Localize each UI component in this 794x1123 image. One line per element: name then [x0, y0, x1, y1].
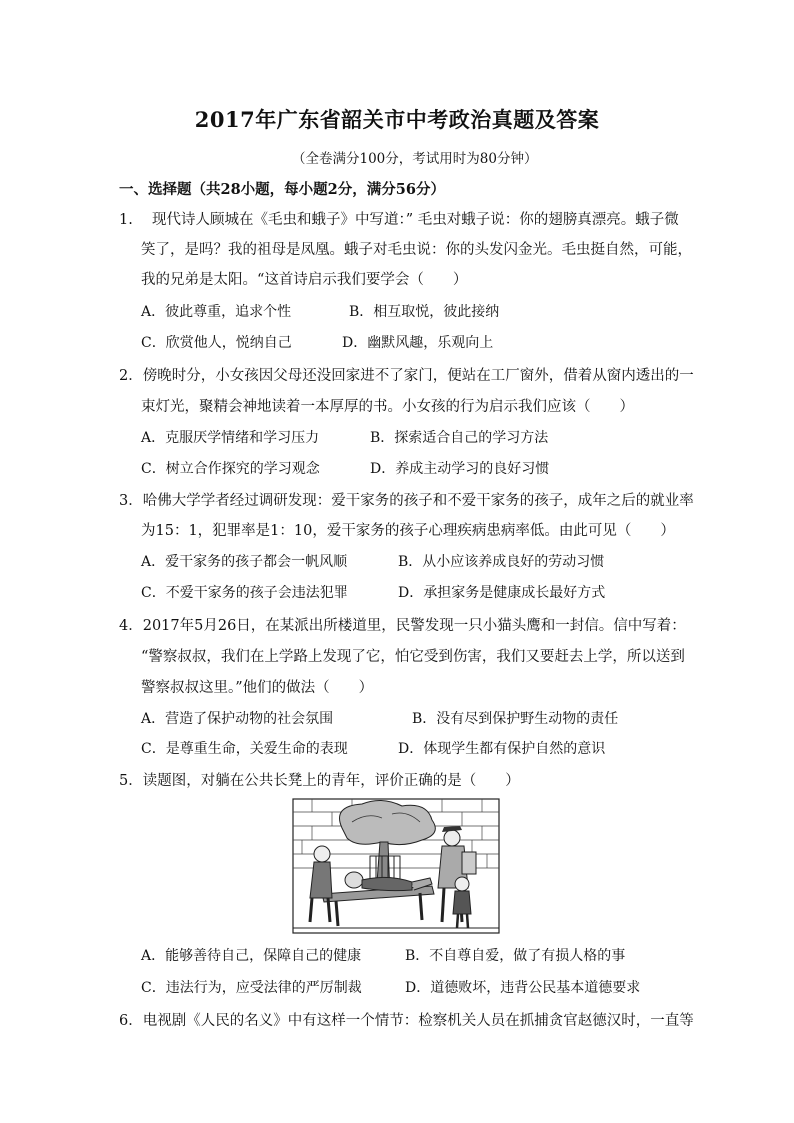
option-b: B．不自尊自爱，做了有损人格的事 [405, 948, 626, 964]
question-text-line: 2．傍晚时分，小女孩因父母还没回家进不了家门，便站在工厂窗外，借着从窗内透出的一 [119, 368, 694, 384]
option-a: A．能够善待自己，保障自己的健康 [141, 948, 362, 964]
question-text-line: 我的兄弟是太阳。“这首诗启示我们要学会（ ） [141, 272, 468, 288]
option-b: B．相互取悦，彼此接纳 [349, 304, 500, 320]
section-heading: 一、选择题（共28小题，每小题2分，满分56分） [119, 181, 445, 198]
option-a: A．克服厌学情绪和学习压力 [141, 430, 320, 446]
option-a: A．爱干家务的孩子都会一帆风顺 [141, 554, 348, 570]
option-a: A．彼此尊重，追求个性 [141, 304, 292, 320]
question-text-line: 1. 现代诗人顾城在《毛虫和蛾子》中写道：” 毛虫对蛾子说：你的翅膀真漂亮。蛾子微 [119, 212, 679, 228]
option-d: D．道德败坏，违背公民基本道德要求 [405, 980, 641, 996]
question-text-line: 4．2017年5月26日，在某派出所楼道里，民警发现一只小猫头鹰和一封信。信中写着： [119, 618, 686, 634]
option-a: A．营造了保护动物的社会氛围 [141, 711, 334, 727]
option-d: D．养成主动学习的良好习惯 [370, 461, 550, 477]
cartoon-illustration [292, 798, 500, 934]
option-b: B．探索适合自己的学习方法 [370, 430, 549, 446]
option-d: D．体现学生都有保护自然的意识 [398, 741, 606, 757]
question-text-line: 警察叔叔这里。”他们的做法（ ） [141, 680, 374, 696]
question-text-line: “警察叔叔，我们在上学路上发现了它，怕它受到伤害，我们又要赶去上学，所以送到 [141, 649, 685, 665]
option-b: B．从小应该养成良好的劳动习惯 [398, 554, 605, 570]
option-c: C．树立合作探究的学习观念 [141, 461, 320, 477]
question-text-line: 6．电视剧《人民的名义》中有这样一个情节：检察机关人员在抓捕贪官赵德汉时，一直等 [119, 1013, 694, 1029]
option-c: C．不爱干家务的孩子会违法犯罪 [141, 585, 348, 601]
option-d: D．幽默风趣，乐观向上 [342, 335, 494, 351]
option-c: C．是尊重生命，关爱生命的表现 [141, 741, 348, 757]
page-subtitle: （全卷满分100分，考试用时为80分钟） [292, 151, 538, 167]
option-b: B．没有尽到保护野生动物的责任 [412, 711, 619, 727]
option-d: D．承担家务是健康成长最好方式 [398, 585, 606, 601]
option-c: C．欣赏他人，悦纳自己 [141, 335, 292, 351]
page-title: 2017年广东省韶关市中考政治真题及答案 [194, 107, 600, 132]
option-c: C．违法行为，应受法律的严厉制裁 [141, 980, 362, 996]
question-text-line: 束灯光，聚精会神地读着一本厚厚的书。小女孩的行为启示我们应该（ ） [141, 399, 634, 415]
question-text-line: 3．哈佛大学学者经过调研发现：爱干家务的孩子和不爱干家务的孩子，成年之后的就业率 [119, 493, 694, 509]
question-text-line: 为15：1，犯罪率是1：10，爱干家务的孩子心理疾病患病率低。由此可见（ ） [141, 523, 675, 539]
question-text-line: 笑了，是吗？我的祖母是凤凰。蛾子对毛虫说：你的头发闪金光。毛虫挺自然，可能， [141, 242, 692, 258]
question-text-line: 5．读题图，对躺在公共长凳上的青年，评价正确的是（ ） [119, 773, 520, 789]
